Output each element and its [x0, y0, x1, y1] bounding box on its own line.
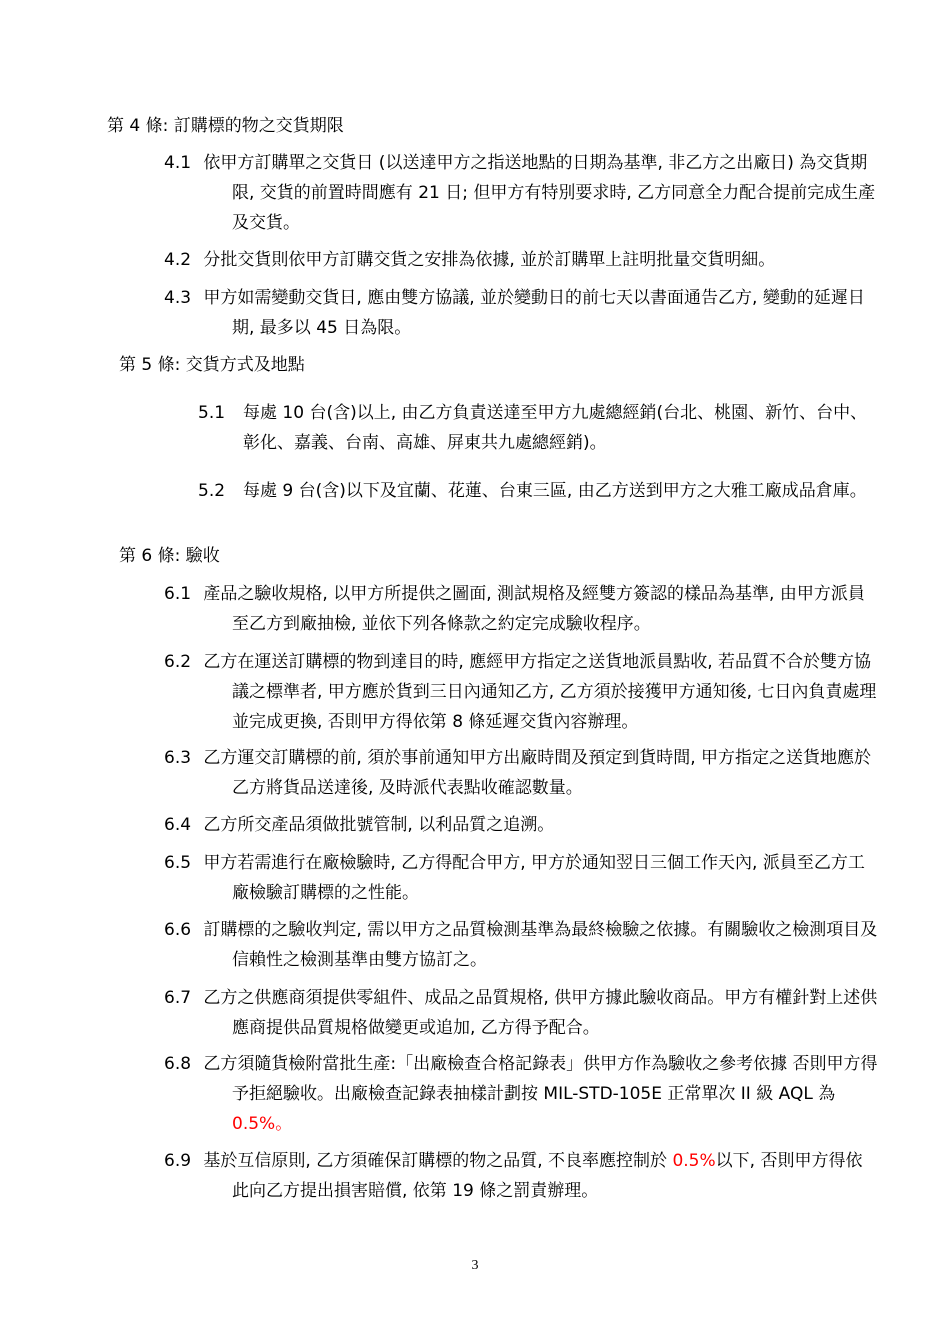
defect-rate-value: 0.5%	[672, 1151, 716, 1171]
clause-6-5: 6.5 甲方若需進行在廠檢驗時, 乙方得配合甲方, 甲方於通知翌日三個工作天內, 派員至乙方工廠檢驗訂購標的之性能。	[164, 853, 865, 903]
article-6-heading: 第 6 條: 驗收	[119, 546, 220, 566]
clause-6-6: 6.6 訂購標的之驗收判定, 需以甲方之品質檢測基準為最終檢驗之依據。有關驗收之檢測項目及信賴性之檢測基準由雙方協訂之。	[164, 920, 878, 970]
aql-value: 0.5%	[232, 1114, 276, 1134]
clause-text: 訂購標的之驗收判定, 需以甲方之品質檢測基準為最終檢驗之依據。有關驗收之檢測項目及信賴性之檢測基準由雙方協訂之。	[203, 920, 878, 970]
clause-text: 甲方如需變動交貨日, 應由雙方協議, 並於變動日的前七天以書面通告乙方, 變動的延遲日期, 最多以 45 日為限。	[203, 288, 865, 338]
article-5-heading: 第 5 條: 交貨方式及地點	[119, 355, 305, 375]
clause-text-end: 以下, 否則甲方得依此向乙方提出損害賠償, 依第 19 條之罰責辦理。	[232, 1151, 863, 1201]
clause-number: 5.1	[198, 403, 226, 423]
clause-4-2: 4.2 分批交貨則依甲方訂購交貨之安排為依據, 並於訂購單上註明批量交貨明細。	[164, 250, 776, 270]
clause-6-7: 6.7 乙方之供應商須提供零組件、成品之品質規格, 供甲方據此驗收商品。甲方有權針對上述供應商提供品質規格做變更或追加, 乙方得予配合。	[164, 988, 878, 1038]
clause-text: 乙方在運送訂購標的物到達目的時, 應經甲方指定之送貨地派員點收, 若品質不合於雙方協議之標準者, 甲方應於貨到三日內通知乙方, 乙方須於接獲甲方通知後, 七日內負責處理並完成更換, 否則甲方得依第 8 條延遲交貨內容辦理。	[203, 652, 877, 732]
clause-text: 乙方所交產品須做批號管制, 以利品質之追溯。	[203, 815, 555, 835]
clause-text: 基於互信原則, 乙方須確保訂購標的物之品質, 不良率應控制於	[203, 1151, 673, 1171]
clause-6-9: 6.9 基於互信原則, 乙方須確保訂購標的物之品質, 不良率應控制於 0.5%以下, 否則甲方得依此向乙方提出損害賠償, 依第 19 條之罰責辦理。	[164, 1151, 863, 1201]
clause-text: 每處 9 台(含)以下及宜蘭、花蓮、台東三區, 由乙方送到甲方之大雅工廠成品倉庫。	[243, 481, 867, 501]
clause-text: 乙方運交訂購標的前, 須於事前通知甲方出廠時間及預定到貨時間, 甲方指定之送貨地應於乙方將貨品送達後, 及時派代表點收確認數量。	[203, 748, 872, 798]
clause-6-3: 6.3 乙方運交訂購標的前, 須於事前通知甲方出廠時間及預定到貨時間, 甲方指定之送貨地應於乙方將貨品送達後, 及時派代表點收確認數量。	[164, 748, 872, 798]
clause-text: 分批交貨則依甲方訂購交貨之安排為依據, 並於訂購單上註明批量交貨明細。	[203, 250, 776, 270]
clause-6-2: 6.2 乙方在運送訂購標的物到達目的時, 應經甲方指定之送貨地派員點收, 若品質不合於雙方協議之標準者, 甲方應於貨到三日內通知乙方, 乙方須於接獲甲方通知後, 七日內負責處理並完成更換, 否則甲方得依第 8 條延遲交貨內容辦理。	[164, 652, 877, 732]
clause-number: 5.2	[198, 481, 226, 501]
clause-5-2	[198, 476, 878, 506]
clause-text: 每處 10 台(含)以上, 由乙方負責送達至甲方九處總經銷(台北、桃園、新竹、台中、彰化、嘉義、台南、高雄、屏東共九處總經銷)。	[243, 403, 868, 453]
clause-4-3: 4.3 甲方如需變動交貨日, 應由雙方協議, 並於變動日的前七天以書面通告乙方, 變動的延遲日期, 最多以 45 日為限。	[164, 288, 865, 338]
clause-4-1: 4.1 依甲方訂購單之交貨日 (以送達甲方之指送地點的日期為基準, 非乙方之出廠日) 為交貨期限, 交貨的前置時間應有 21 日; 但甲方有特別要求時, 乙方同意全力配合提前完成生產及交貨。	[164, 153, 876, 233]
clause-6-8: 6.8 乙方須隨貨檢附當批生產:「出廠檢查合格記錄表」供甲方作為驗收之參考依據 否則甲方得予拒絕驗收。出廠檢查記錄表抽樣計劃按 MIL-STD-105E 正常單次 II 級 AQL 為 0.5%。	[164, 1054, 878, 1134]
clause-5-1	[198, 398, 878, 458]
article-4-heading: 第 4 條: 訂購標的物之交貨期限	[107, 116, 344, 136]
clause-text-end: 。	[275, 1114, 293, 1134]
clause-6-4: 6.4 乙方所交產品須做批號管制, 以利品質之追溯。	[164, 815, 555, 835]
page-number: 3	[471, 1258, 479, 1273]
clause-text: 乙方之供應商須提供零組件、成品之品質規格, 供甲方據此驗收商品。甲方有權針對上述供應商提供品質規格做變更或追加, 乙方得予配合。	[203, 988, 878, 1038]
clause-text: 乙方須隨貨檢附當批生產:「出廠檢查合格記錄表」供甲方作為驗收之參考依據 否則甲方得予拒絕驗收。出廠檢查記錄表抽樣計劃按 MIL-STD-105E 正常單次 II 級 AQL 為	[203, 1054, 878, 1104]
clause-text: 甲方若需進行在廠檢驗時, 乙方得配合甲方, 甲方於通知翌日三個工作天內, 派員至乙方工廠檢驗訂購標的之性能。	[203, 853, 865, 903]
clause-6-1: 6.1 產品之驗收規格, 以甲方所提供之圖面, 測試規格及經雙方簽認的樣品為基準, 由甲方派員至乙方到廠抽檢, 並依下列各條款之約定完成驗收程序。	[164, 584, 865, 634]
clause-text: 產品之驗收規格, 以甲方所提供之圖面, 測試規格及經雙方簽認的樣品為基準, 由甲方派員至乙方到廠抽檢, 並依下列各條款之約定完成驗收程序。	[203, 584, 865, 634]
clause-text: 依甲方訂購單之交貨日 (以送達甲方之指送地點的日期為基準, 非乙方之出廠日) 為交貨期限, 交貨的前置時間應有 21 日; 但甲方有特別要求時, 乙方同意全力配合提前完成生產及交貨。	[203, 153, 876, 233]
